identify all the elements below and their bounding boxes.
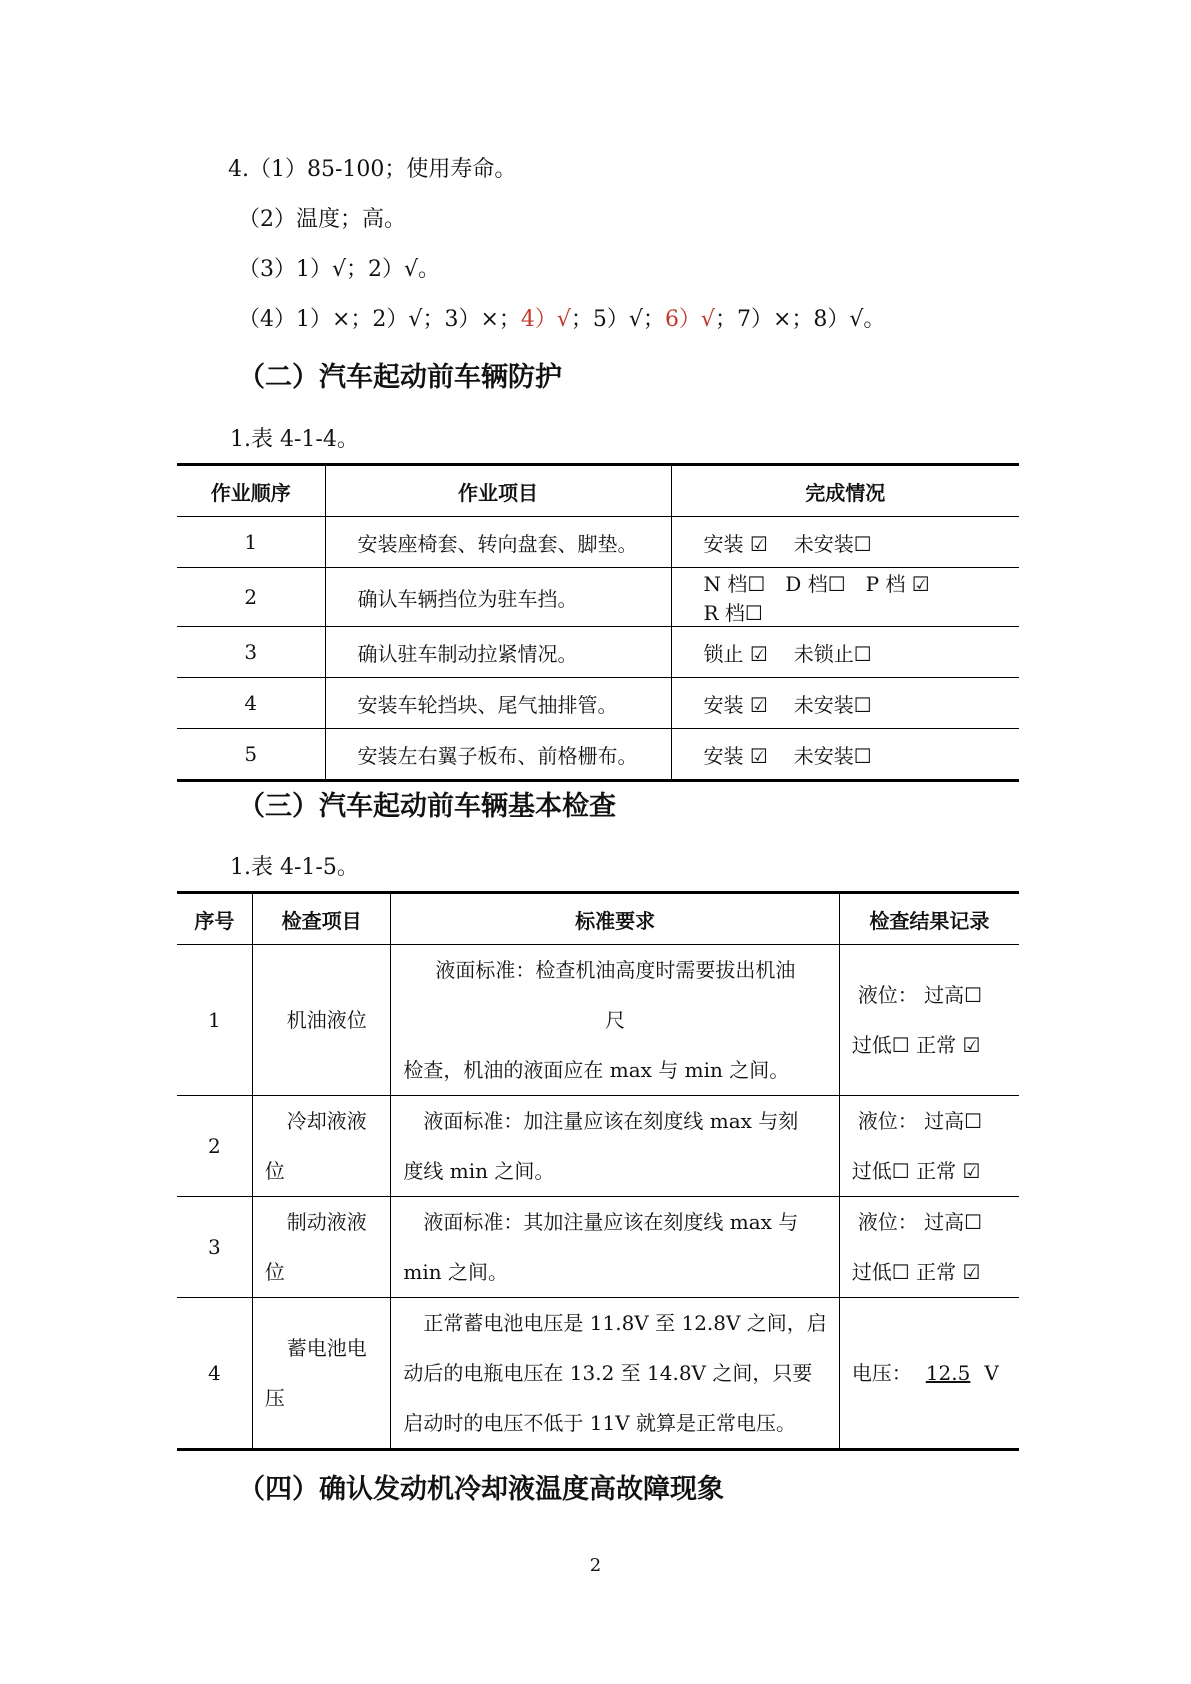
row-item: 安装车轮挡块、尾气抽排管。 <box>325 678 671 729</box>
result-line: 液位： 过高☐ <box>857 1210 983 1234</box>
table-row <box>177 627 1019 678</box>
table-row <box>177 729 1019 781</box>
row-number: 2 <box>177 568 325 627</box>
row-item: 安装座椅套、转向盘套、脚垫。 <box>325 517 671 568</box>
answer-line-3: （3）1）√；2）√。 <box>238 257 441 282</box>
status-option: 安装 ☑ <box>703 743 768 768</box>
table-header-row <box>177 465 1019 517</box>
row-item: 确认驻车制动拉紧情况。 <box>325 627 671 678</box>
row-number: 5 <box>177 729 325 781</box>
answer-line-4-part5: ；7）×；8）√。 <box>714 307 886 332</box>
result-line: 过低☐ 正常 ☑ <box>851 1033 981 1057</box>
voltage-unit: V <box>984 1361 999 1385</box>
answer-line-4-part1: （4）1）×；2）√；3）×； <box>238 307 521 332</box>
header-item: 作业项目 <box>325 465 671 517</box>
voltage-record <box>852 1348 1007 1398</box>
row-status <box>671 678 1019 729</box>
row-status <box>671 517 1019 568</box>
result-line: 过低☐ 正常 ☑ <box>851 1260 981 1284</box>
check-item-line: 冷却液液 <box>286 1109 367 1133</box>
row-result <box>839 1197 1019 1298</box>
answer-line-4 <box>238 305 885 335</box>
status-option: 锁止 ☑ <box>703 641 768 666</box>
standard-line: 液面标准：加注量应该在刻度线 max 与刻 <box>423 1109 799 1133</box>
row-status <box>671 729 1019 781</box>
row-item: 确认车辆挡位为驻车挡。 <box>325 568 671 627</box>
header-number: 序号 <box>177 893 252 945</box>
row-item: 安装左右翼子板布、前格栅布。 <box>325 729 671 781</box>
header-result: 检查结果记录 <box>839 893 1019 945</box>
check-item-line: 压 <box>264 1386 285 1410</box>
standard-line: 尺 <box>605 1008 626 1032</box>
row-result <box>839 945 1019 1096</box>
result-line: 液位： 过高☐ <box>857 1109 983 1133</box>
header-status: 完成情况 <box>671 465 1019 517</box>
table-row <box>177 1197 1019 1298</box>
table-row <box>177 568 1019 627</box>
check-item-line: 位 <box>264 1159 285 1183</box>
status-option: N 档☐ <box>703 572 766 596</box>
standard-line: 液面标准：其加注量应该在刻度线 max 与 <box>423 1210 799 1234</box>
row-number: 2 <box>177 1096 252 1197</box>
row-result <box>839 1096 1019 1197</box>
section-2-table-ref: 1.表 4-1-4。 <box>230 427 359 452</box>
page-number: 2 <box>589 1555 602 1576</box>
vehicle-protection-table <box>177 463 1019 782</box>
voltage-value: 12.5 <box>925 1361 971 1385</box>
check-item-line: 位 <box>264 1260 285 1284</box>
row-check-item <box>252 1197 391 1298</box>
row-status <box>671 568 1019 627</box>
row-status <box>671 627 1019 678</box>
status-option: 未锁止☐ <box>793 641 872 666</box>
standard-line: min 之间。 <box>403 1260 509 1284</box>
status-option: 安装 ☑ <box>703 692 768 717</box>
answer-line-4-corrected-4: 4）√ <box>520 307 571 332</box>
voltage-label: 电压： <box>851 1361 912 1385</box>
result-line: 液位： 过高☐ <box>857 983 983 1007</box>
answer-line-4-corrected-6: 6）√ <box>664 307 715 332</box>
row-number: 3 <box>177 627 325 678</box>
check-item-line: 蓄电池电 <box>286 1336 367 1360</box>
table-row <box>177 517 1019 568</box>
status-option: D 档☐ <box>785 572 846 596</box>
status-option: P 档 ☑ <box>865 572 930 596</box>
table-row <box>177 945 1019 1096</box>
result-line: 过低☐ 正常 ☑ <box>851 1159 981 1183</box>
row-check-item <box>252 1096 391 1197</box>
check-item-line: 制动液液 <box>286 1210 367 1234</box>
header-standard: 标准要求 <box>391 893 839 945</box>
answer-line-2: （2）温度；高。 <box>238 207 406 232</box>
status-option: R 档☐ <box>703 601 763 625</box>
answer-line-1: 4.（1）85-100；使用寿命。 <box>228 157 517 182</box>
row-number: 1 <box>177 517 325 568</box>
section-3-table-ref: 1.表 4-1-5。 <box>230 855 359 880</box>
section-3-heading: （三）汽车起动前车辆基本检查 <box>238 791 616 822</box>
header-order: 作业顺序 <box>177 465 325 517</box>
section-4-heading: （四）确认发动机冷却液温度高故障现象 <box>238 1474 724 1505</box>
section-2-heading: （二）汽车起动前车辆防护 <box>238 362 562 393</box>
row-check-item: 机油液位 <box>252 945 391 1096</box>
row-check-item <box>252 1298 391 1450</box>
row-number: 4 <box>177 678 325 729</box>
table-header-row <box>177 893 1019 945</box>
table-row <box>177 1096 1019 1197</box>
answer-line-4-part3: ；5）√； <box>570 307 665 332</box>
basic-inspection-table <box>177 891 1019 1451</box>
standard-line: 液面标准：检查机油高度时需要拔出机油 <box>435 958 796 982</box>
row-standard <box>391 1096 839 1197</box>
standard-line: 度线 min 之间。 <box>403 1159 555 1183</box>
row-number: 1 <box>177 945 252 1096</box>
status-option: 未安装☐ <box>793 692 872 717</box>
standard-line: 动后的电瓶电压在 13.2 至 14.8V 之间，只要 <box>403 1361 813 1385</box>
row-standard <box>391 1298 839 1450</box>
table-row <box>177 1298 1019 1450</box>
row-number: 4 <box>177 1298 252 1450</box>
table-row <box>177 678 1019 729</box>
header-check-item: 检查项目 <box>252 893 391 945</box>
status-option: 未安装☐ <box>793 743 872 768</box>
standard-line: 启动时的电压不低于 11V 就算是正常电压。 <box>403 1411 797 1435</box>
standard-line: 正常蓄电池电压是 11.8V 至 12.8V 之间，启 <box>423 1311 827 1335</box>
standard-line: 检查，机油的液面应在 max 与 min 之间。 <box>403 1058 790 1082</box>
row-standard <box>391 1197 839 1298</box>
row-standard <box>391 945 839 1096</box>
status-option: 未安装☐ <box>793 531 872 556</box>
status-option: 安装 ☑ <box>703 531 768 556</box>
row-number: 3 <box>177 1197 252 1298</box>
row-result <box>839 1298 1019 1450</box>
